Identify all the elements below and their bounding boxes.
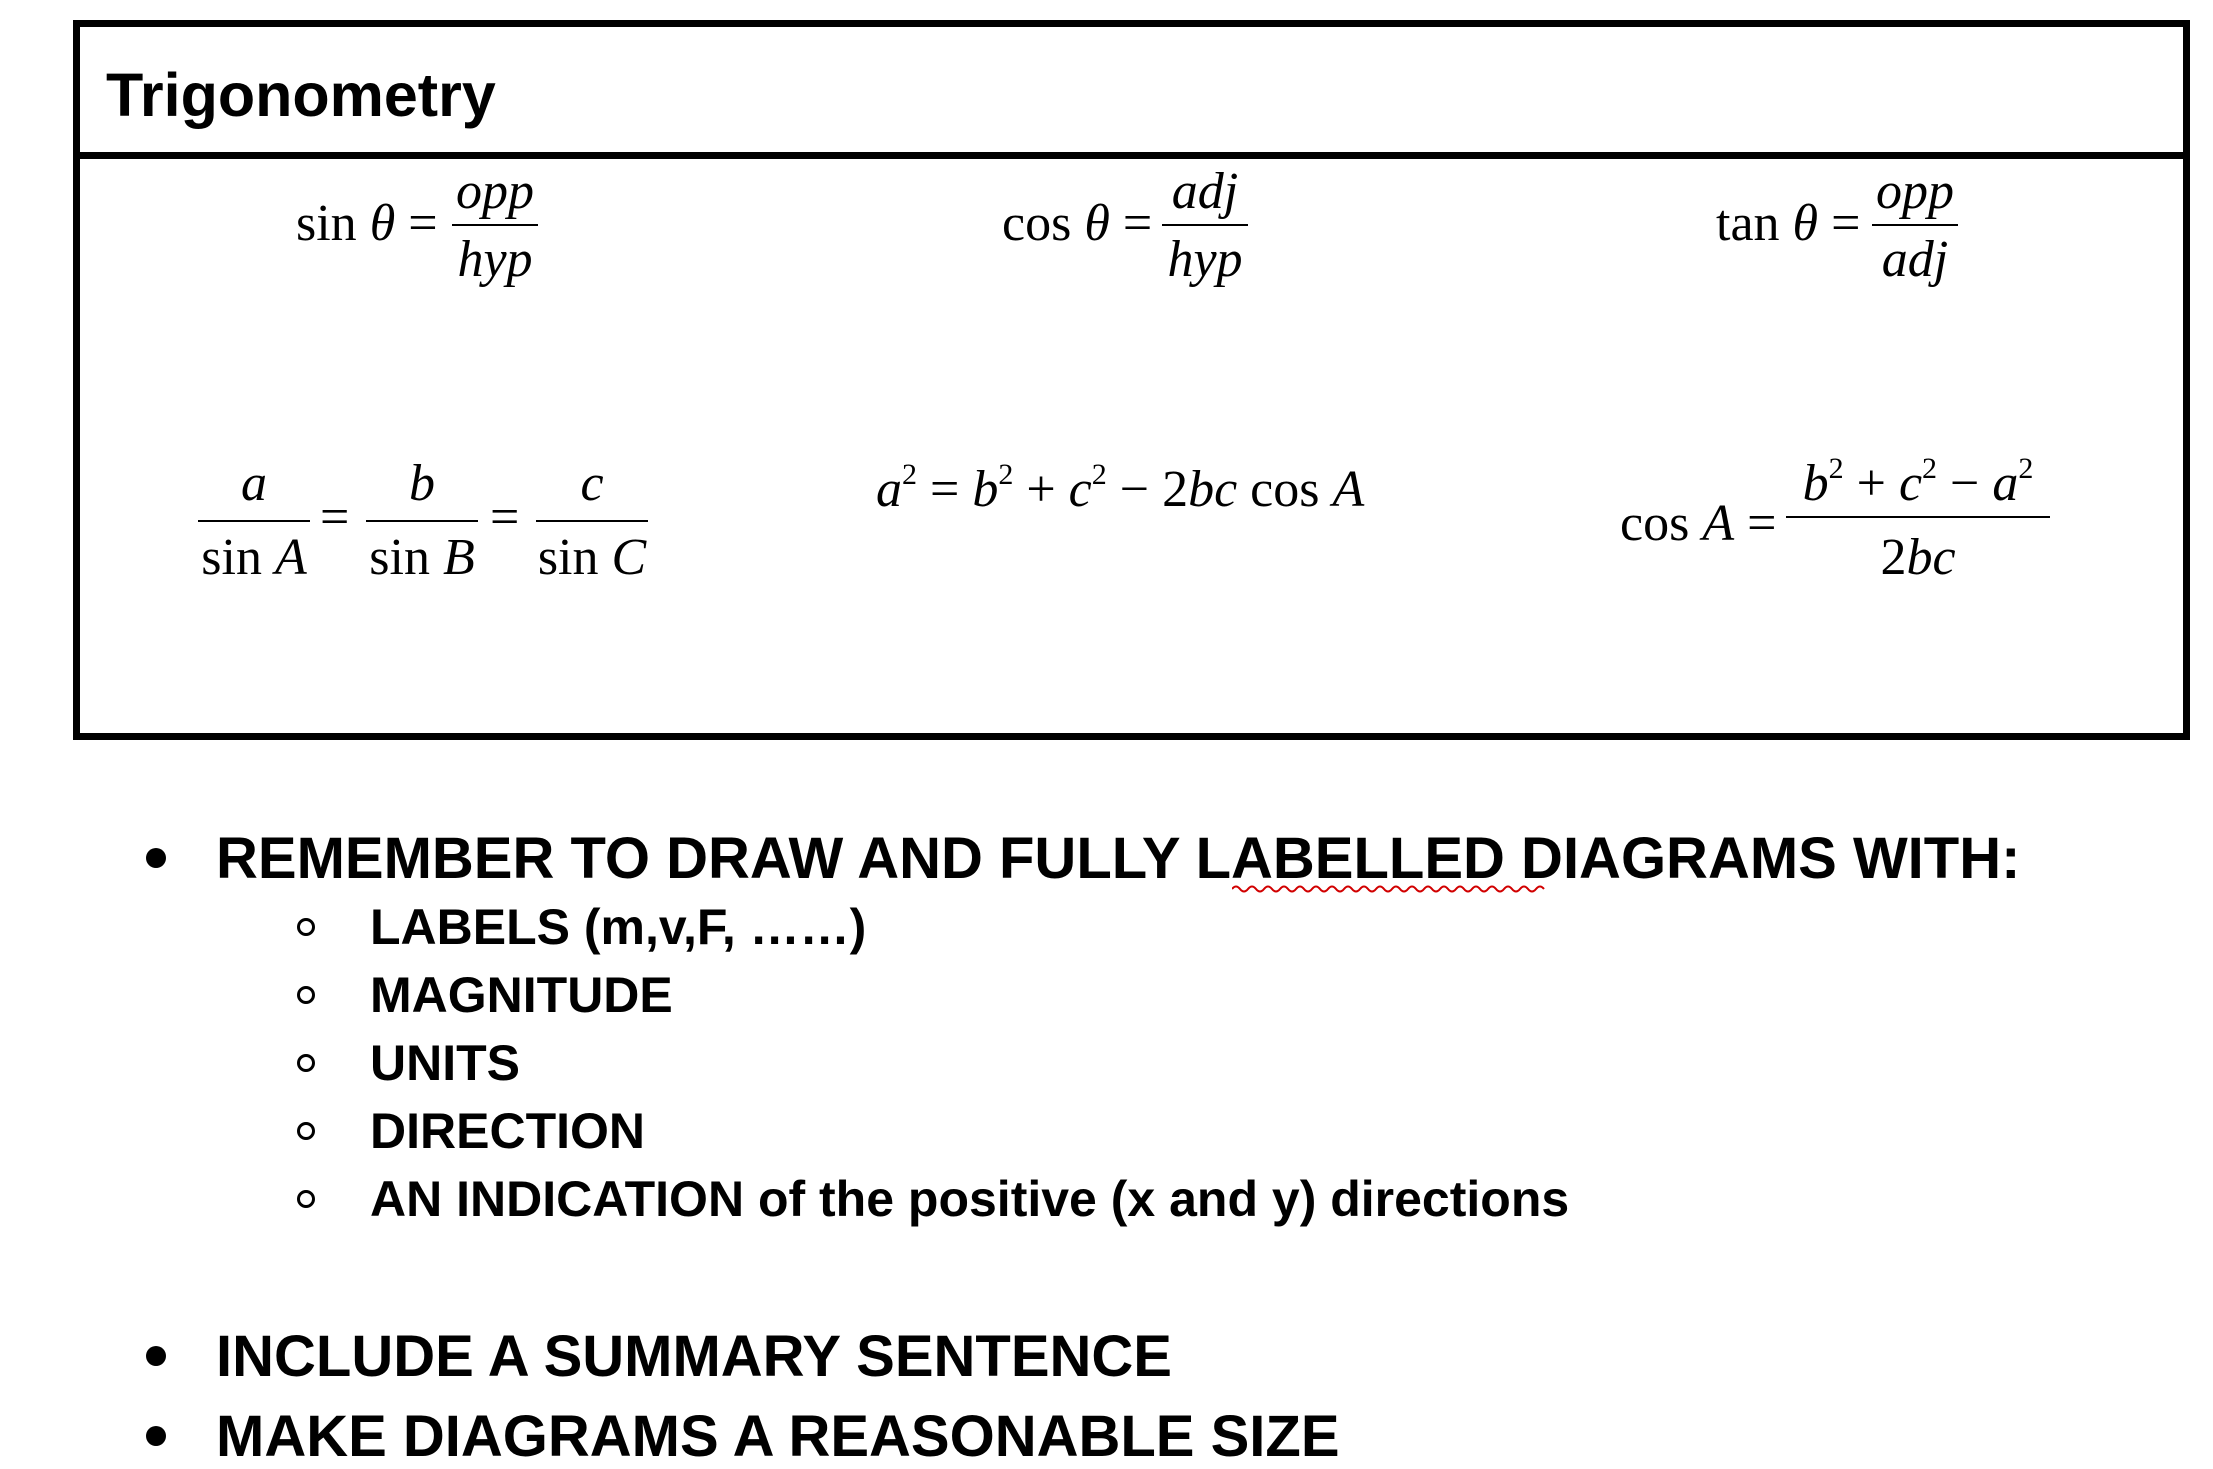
numerator: c: [580, 455, 604, 512]
trigonometry-header: [80, 27, 2183, 159]
cosine-lhs: [1002, 195, 1153, 252]
numerator: a: [241, 455, 267, 512]
sine-lhs: [296, 195, 438, 252]
denominator: adj: [1881, 231, 1949, 288]
denominator: sin B: [369, 529, 475, 586]
angle-A: A: [1332, 461, 1365, 518]
equals-sign: =: [490, 489, 520, 546]
plus-sign: +: [1026, 461, 1056, 518]
fraction-bar: [198, 520, 310, 522]
sine-rule-fraction-a: [198, 455, 310, 586]
spellcheck-underline: [1232, 884, 1548, 894]
bullet-summary: INCLUDE A SUMMARY SENTENCE: [216, 1324, 1172, 1389]
numerator: opp: [456, 163, 534, 220]
numerator: $b^2 + c^2 - a^2$: [1802, 452, 2034, 512]
variable-b: b: [972, 461, 999, 518]
variable-c: c: [1068, 461, 1092, 518]
theta-symbol: θ: [1792, 195, 1819, 252]
cos-A-fraction: [1786, 452, 2050, 586]
bullet-remember: REMEMBER TO DRAW AND FULLY LABELLED DIAGRAMS WITH:: [216, 826, 2021, 891]
equals-sign: =: [320, 489, 350, 546]
tangent-fraction: [1872, 163, 1958, 288]
bullet-dot: [146, 1346, 166, 1366]
exponent: 2: [998, 458, 1014, 491]
sub-bullet-labels: LABELS (m,v,F, ……): [370, 899, 867, 955]
bullet-dot: [146, 1426, 166, 1446]
trigonometry-box: [73, 20, 2190, 740]
sub-bullet-positive-directions: AN INDICATION of the positive (x and y) directions: [370, 1171, 1570, 1227]
equals-sign: =: [1831, 195, 1861, 252]
denominator: hyp: [457, 231, 533, 288]
fraction-bar: [1872, 224, 1958, 226]
cosine-fraction: [1162, 163, 1248, 288]
sine-rule-fraction-c: [536, 455, 648, 586]
theta-symbol: θ: [1084, 195, 1110, 252]
misspelled-word: LABELLED: [1195, 826, 1505, 891]
cosine-rule: [876, 458, 1365, 518]
equals-sign: =: [930, 461, 960, 518]
cos-A-lhs: cos A =: [1620, 495, 1777, 552]
exponent: 2: [902, 458, 917, 491]
numerator: adj: [1171, 163, 1239, 220]
bullet-diagram-size: MAKE DIAGRAMS A REASONABLE SIZE: [216, 1404, 1340, 1469]
coefficient: 2: [1162, 461, 1189, 518]
numerator: opp: [1876, 163, 1954, 220]
fraction-bar: [1162, 224, 1248, 226]
trigonometry-title: Trigonometry: [106, 61, 496, 129]
equals-sign: =: [408, 195, 438, 252]
denominator: 2bc: [1880, 529, 1956, 586]
tan-function: tan: [1716, 195, 1780, 252]
sub-bullet-circle: [297, 918, 315, 936]
bullet-dot: [146, 848, 166, 868]
sub-bullet-direction: DIRECTION: [370, 1103, 645, 1159]
numerator: b: [409, 455, 435, 512]
cos-function: cos: [1250, 461, 1320, 518]
sub-bullet-magnitude: MAGNITUDE: [370, 967, 673, 1023]
sub-bullet-circle: [297, 1122, 315, 1140]
sine-rule-fraction-b: [366, 455, 478, 586]
variables-bc: bc: [1188, 461, 1238, 518]
equals-sign: =: [1122, 195, 1153, 252]
theta-symbol: θ: [369, 195, 396, 252]
fraction-bar: [1786, 516, 2050, 518]
fraction-bar: [452, 224, 538, 226]
sin-function: sin: [296, 195, 357, 252]
sub-bullet-circle: [297, 1190, 315, 1208]
fraction-bar: [366, 520, 478, 522]
cos-function: cos: [1002, 195, 1072, 252]
sine-fraction: [452, 163, 538, 288]
minus-sign: −: [1119, 461, 1150, 518]
sub-bullet-units: UNITS: [370, 1035, 520, 1091]
sub-bullet-circle: [297, 986, 315, 1004]
exponent: 2: [1091, 458, 1107, 491]
denominator: sin C: [537, 529, 647, 586]
tangent-lhs: [1716, 195, 1861, 252]
variable-a: a: [876, 461, 902, 518]
fraction-bar: [536, 520, 648, 522]
sub-bullet-circle: [297, 1054, 315, 1072]
denominator: hyp: [1167, 231, 1243, 288]
denominator: sin A: [201, 529, 307, 586]
